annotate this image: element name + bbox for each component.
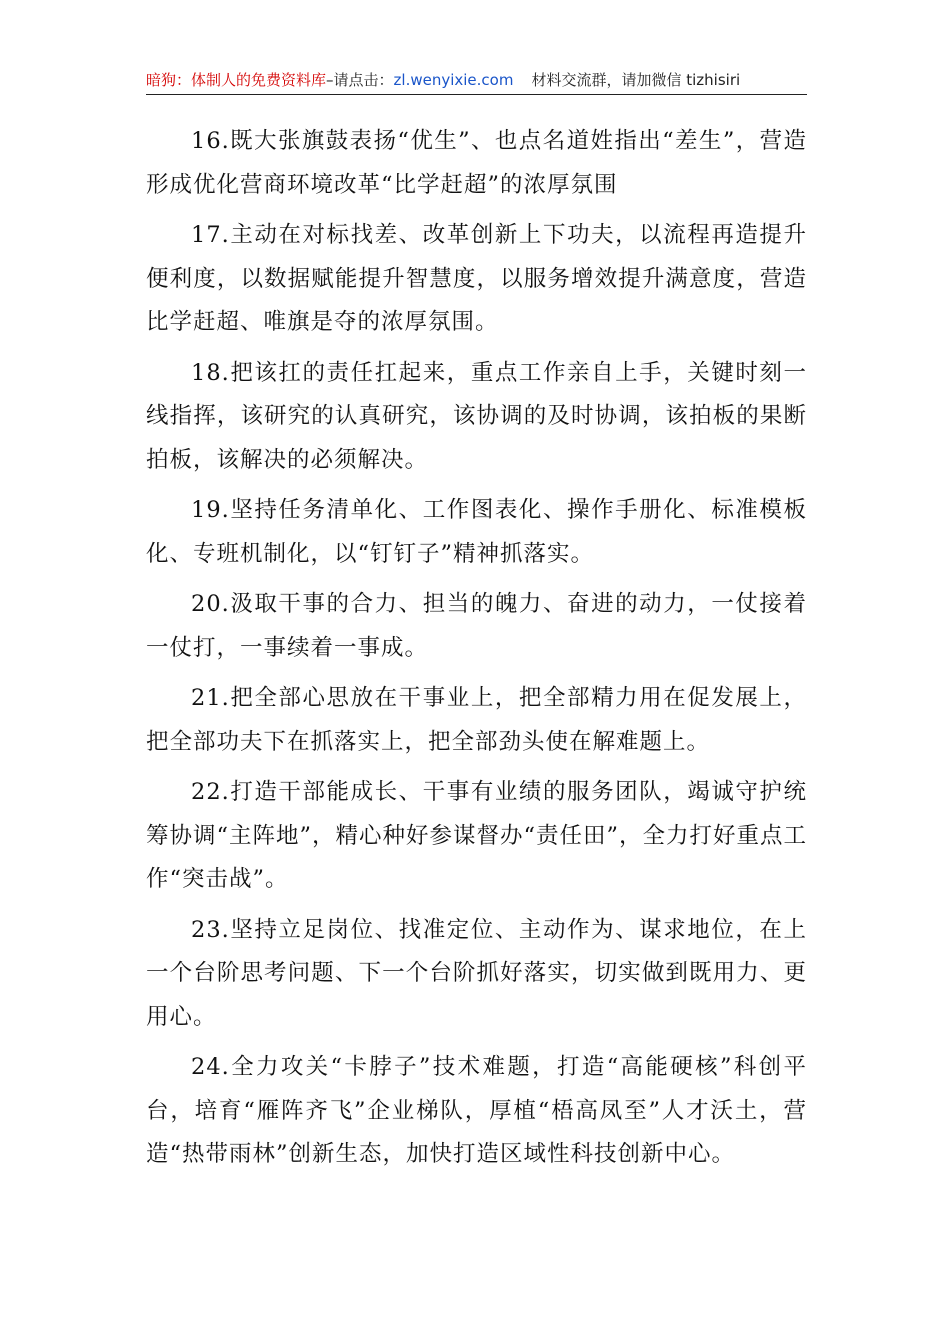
paragraph-18: 18.把该扛的责任扛起来，重点工作亲自上手，关键时刻一线指挥，该研究的认真研究，该协调的及时协调，该拍板的果断拍板，该解决的必须解决。 — [146, 359, 807, 473]
site-url-link[interactable]: zl.wenyixie.com — [393, 71, 514, 89]
paragraph-24: 24.全力攻关“卡脖子”技术难题，打造“高能硬核”科创平台，培育“雁阵齐飞”企业梯队，厚植“梧高凤至”人才沃土，营造“热带雨林”创新生态，加快打造区域性科技创新中心。 — [146, 1054, 807, 1167]
wechat-note: 材料交流群，请加微信 tizhisiri — [531, 71, 741, 89]
paragraph-19: 19.坚持任务清单化、工作图表化、操作手册化、标准模板化、专班机制化，以“钉钉子”精神抓落实。 — [146, 497, 807, 567]
page-header — [146, 66, 807, 95]
paragraph-23: 23.坚持立足岗位、找准定位、主动作为、谋求地位，在上一个台阶思考问题、下一个台阶抓好落实，切实做到既用力、更用心。 — [146, 916, 807, 1030]
paragraph-22: 22.打造干部能成长、干事有业绩的服务团队，竭诚守护统筹协调“主阵地”，精心种好参谋督办“责任田”，全力打好重点工作“突击战”。 — [146, 779, 808, 892]
document-body — [146, 120, 807, 1184]
site-label: 暗狗：体制人的免费资料库 — [146, 71, 327, 89]
paragraph-17: 17.主动在对标找差、改革创新上下功夫，以流程再造提升便利度，以数据赋能提升智慧度，以服务增效提升满意度，营造比学赶超、唯旗是夺的浓厚氛围。 — [146, 222, 807, 335]
paragraph-20: 20.汲取干事的合力、担当的魄力、奋进的动力，一仗接着一仗打，一事续着一事成。 — [146, 591, 807, 661]
click-label: –请点击： — [326, 71, 394, 89]
paragraph-16: 16.既大张旗鼓表扬“优生”、也点名道姓指出“差生”，营造形成优化营商环境改革“比学赶超”的浓厚氛围 — [146, 128, 807, 198]
paragraph-21: 21.把全部心思放在干事业上，把全部精力用在促发展上，把全部功夫下在抓落实上，把全部劲头使在解难题上。 — [146, 685, 807, 755]
